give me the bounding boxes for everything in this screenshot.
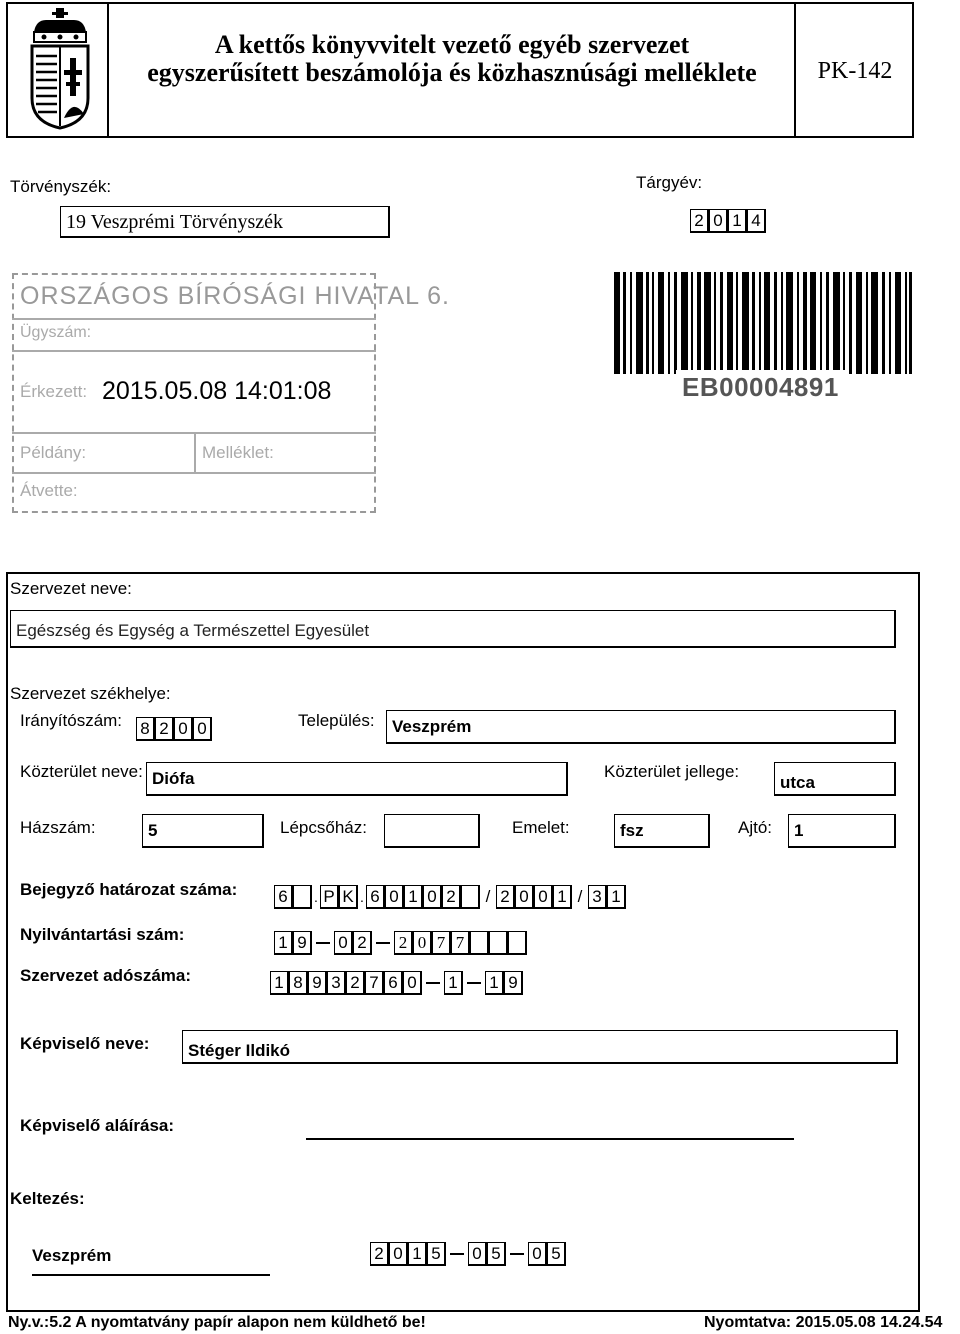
form-title-line2: egyszerűsített beszámolója és közhasznúsági melléklete (147, 58, 757, 87)
digit-box: 1 (485, 971, 504, 995)
court-field[interactable]: 19 Veszprémi Törvényszék (60, 206, 390, 238)
digit-box: 0 (468, 1242, 487, 1266)
digit-box: 2 (353, 931, 372, 955)
door-field[interactable]: 1 (788, 814, 896, 848)
digit-box: 8 (289, 971, 308, 995)
digit-box: 3 (327, 971, 346, 995)
digit-box: 5 (427, 1242, 446, 1266)
digit-box: 7 (451, 931, 470, 955)
separator-slash: / (485, 887, 491, 906)
separator-dash (376, 942, 390, 944)
barcode-icon (614, 272, 912, 374)
digit-box: 2 (496, 885, 515, 909)
separator-dot: . (360, 889, 364, 905)
dated-place[interactable]: Veszprém (32, 1246, 112, 1265)
org-name-label: Szervezet neve: (10, 579, 132, 598)
digit-box: 0 (193, 717, 212, 741)
stamp-line (12, 350, 376, 352)
separator-dash (510, 1253, 524, 1255)
digit-box (461, 885, 480, 909)
digit-box: 9 (308, 971, 327, 995)
digit-box: 0 (385, 885, 404, 909)
stamp-ugyszam-label: Ügyszám: (20, 324, 92, 341)
digit-box: 0 (528, 1242, 547, 1266)
org-seat-label: Szervezet székhelye: (10, 684, 171, 703)
digit-box: 0 (423, 885, 442, 909)
digit-box: 0 (709, 209, 728, 233)
digit-box: 6 (366, 885, 385, 909)
tax-label: Szervezet adószáma: (20, 966, 192, 985)
dated-label: Keltezés: (10, 1189, 85, 1208)
separator-dash (426, 982, 440, 984)
digit-box: 2 (370, 1242, 389, 1266)
digit-box: 3 (588, 885, 607, 909)
street-field[interactable]: Diófa (146, 762, 568, 796)
stamp-line (12, 472, 376, 474)
stamp-melleklet-label: Melléklet: (202, 443, 274, 462)
digit-box: 1 (404, 885, 423, 909)
court-label: Törvényszék: (10, 177, 112, 196)
street-type-field[interactable]: utca (774, 762, 896, 796)
street-type-label: Közterület jellege: (604, 762, 740, 781)
digit-box: 1 (444, 971, 463, 995)
digit-box: 0 (174, 717, 193, 741)
city-label: Település: (298, 711, 375, 730)
digit-box: 5 (487, 1242, 506, 1266)
digit-box: 4 (747, 209, 766, 233)
digit-box: 5 (547, 1242, 566, 1266)
year-boxes[interactable] (690, 208, 766, 234)
digit-box (470, 931, 489, 955)
date-boxes[interactable] (370, 1241, 566, 1267)
digit-box: 1 (553, 885, 572, 909)
zip-label: Irányítószám: (20, 711, 123, 730)
floor-label: Emelet: (512, 818, 570, 837)
stamp-divider (194, 434, 196, 472)
dated-place-line (32, 1274, 270, 1276)
stair-field[interactable] (384, 814, 480, 848)
print-timestamp: Nyomtatva: 2015.05.08 14.24.54 (704, 1314, 943, 1331)
separator-slash: / (577, 887, 583, 906)
digit-box: 7 (432, 931, 451, 955)
digit-box (489, 931, 508, 955)
rep-name-label: Képviselő neve: (20, 1034, 150, 1053)
stamp-peldany-label: Példány: (20, 443, 87, 462)
digit-box: P (320, 885, 339, 909)
digit-box (508, 931, 527, 955)
digit-box: 1 (408, 1242, 427, 1266)
stair-label: Lépcsőház: (280, 818, 367, 837)
digit-box: 2 (394, 931, 413, 955)
digit-box: 2 (155, 717, 174, 741)
digit-box: 0 (403, 971, 422, 995)
rep-signature-label: Képviselő aláírása: (20, 1116, 175, 1135)
digit-box: 0 (334, 931, 353, 955)
digit-box: 0 (389, 1242, 408, 1266)
digit-box: 1 (270, 971, 289, 995)
house-label: Házszám: (20, 818, 96, 837)
received-datetime: 2015.05.08 14:01:08 (102, 377, 332, 405)
floor-field[interactable]: fsz (614, 814, 710, 848)
form-title-line1: A kettős könyvvitelt vezető egyéb szervezet (214, 30, 690, 59)
digit-box: 8 (136, 717, 155, 741)
house-field[interactable]: 5 (142, 814, 264, 848)
digit-box: 1 (607, 885, 626, 909)
digit-box: 6 (384, 971, 403, 995)
digit-box: K (339, 885, 358, 909)
rep-name-field[interactable]: Stéger Ildikó (182, 1030, 898, 1064)
digit-box: 9 (504, 971, 523, 995)
org-name-field[interactable]: Egészség és Egység a Természettel Egyesület (10, 610, 896, 648)
record-number-boxes[interactable] (274, 930, 527, 956)
digit-box: 2 (690, 209, 709, 233)
stamp-erkezett-label: Érkezett: (20, 382, 88, 401)
digit-box: 0 (413, 931, 432, 955)
digit-box: 2 (346, 971, 365, 995)
separator-dash (316, 942, 330, 944)
city-field[interactable]: Veszprém (386, 710, 896, 744)
digit-box: 1 (274, 931, 293, 955)
stamp-office: ORSZÁGOS BÍRÓSÁGI HIVATAL 6. (20, 282, 450, 310)
decision-label: Bejegyző határozat száma: (20, 880, 238, 899)
street-label: Közterület neve: (20, 762, 143, 781)
record-label: Nyilvántartási szám: (20, 925, 185, 944)
decision-number-boxes[interactable] (274, 884, 626, 910)
coat-of-arms-icon (26, 6, 94, 130)
header-divider-left (107, 2, 109, 138)
stamp-atvette-label: Átvette: (20, 481, 78, 500)
digit-box (293, 885, 312, 909)
digit-box: 6 (274, 885, 293, 909)
footer-note: Ny.v.:5.2 A nyomtatvány papír alapon nem küldhető be! (8, 1314, 426, 1331)
separator-dot: . (314, 889, 318, 905)
stamp-line (12, 318, 376, 320)
digit-box: 9 (293, 931, 312, 955)
form-code: PK-142 (817, 58, 893, 84)
digit-box: 0 (534, 885, 553, 909)
digit-box: 7 (365, 971, 384, 995)
digit-box: 2 (442, 885, 461, 909)
tax-number-boxes[interactable] (270, 970, 523, 996)
barcode-text: EB00004891 (682, 372, 839, 402)
door-label: Ajtó: (738, 818, 773, 837)
digit-box: 1 (728, 209, 747, 233)
separator-dash (450, 1253, 464, 1255)
signature-line[interactable] (306, 1138, 794, 1140)
zip-boxes[interactable] (136, 716, 212, 742)
year-label: Tárgyév: (636, 173, 703, 192)
separator-dash (467, 982, 481, 984)
digit-box: 0 (515, 885, 534, 909)
